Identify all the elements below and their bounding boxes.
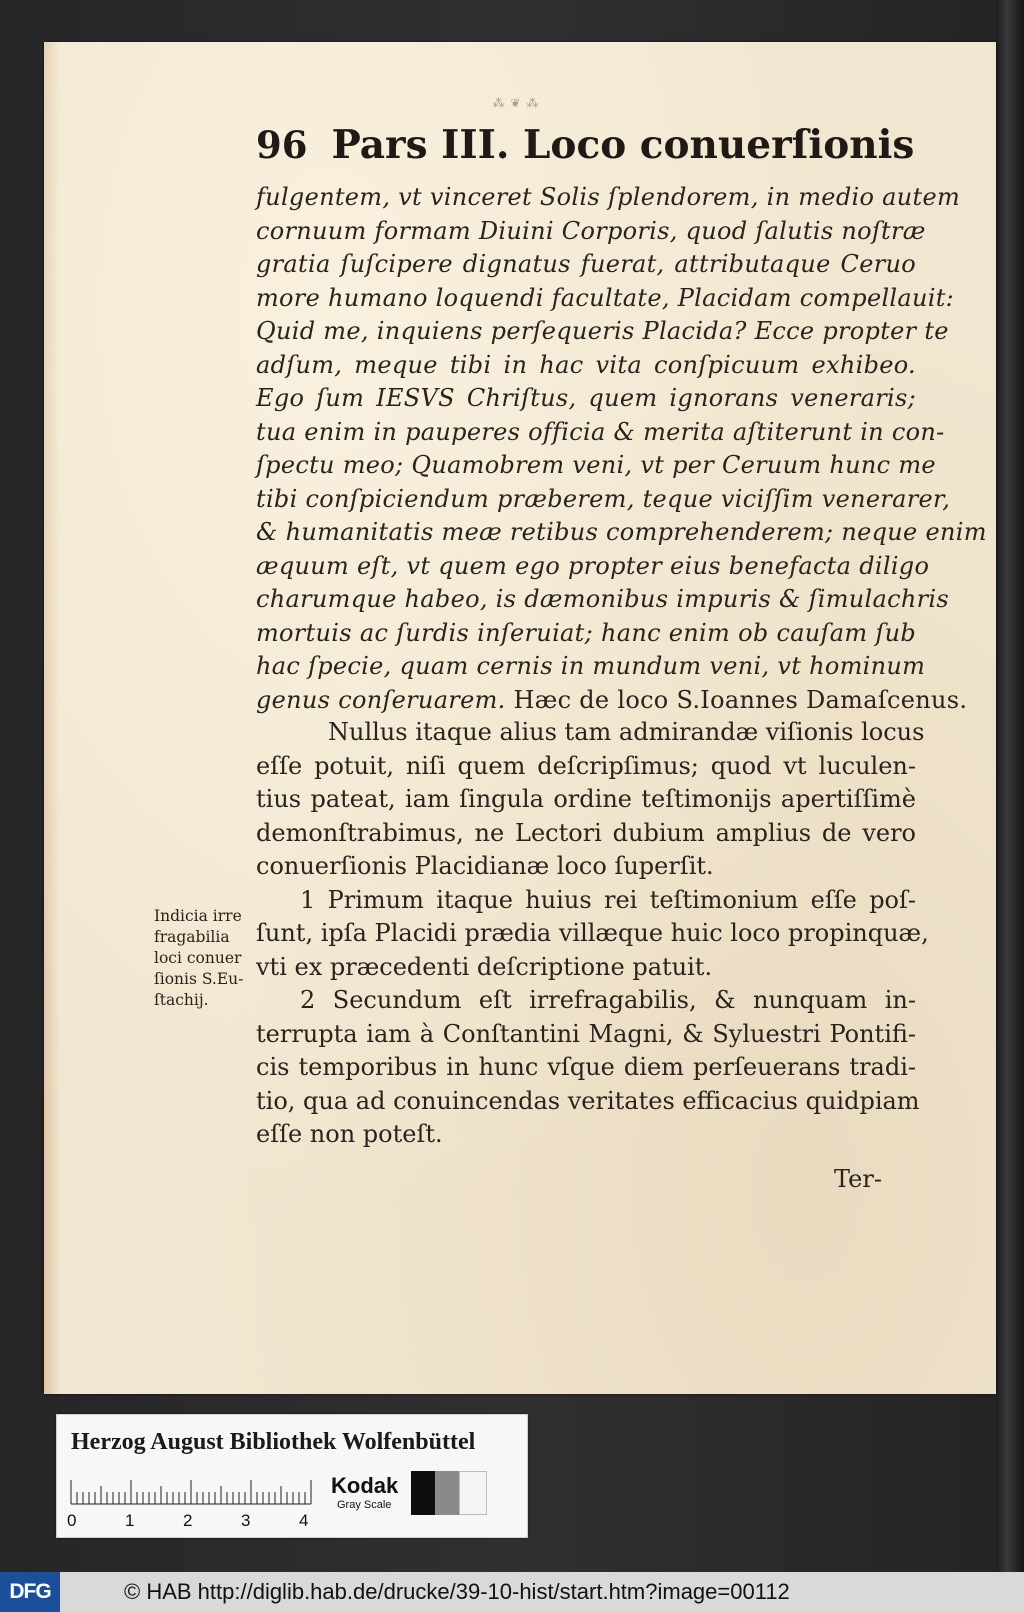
italic-line: hac ſpecie, quam cernis in mundum veni, vt hominum xyxy=(256,652,926,680)
italic-line: adſum, meque tibi in hac vita conſpicuum exhibeo. xyxy=(256,350,916,379)
ruler-scale xyxy=(71,1473,371,1505)
ruler-number: 0 xyxy=(67,1511,77,1530)
italic-line: tibi conſpiciendum præberem, teque viciſſim venerarer, xyxy=(256,484,951,513)
ruler-number: 3 xyxy=(241,1511,251,1530)
margin-note-line: loci conuer xyxy=(154,949,242,967)
margin-note-line: Indicia irre xyxy=(154,907,242,925)
running-title: Pars III. Loco conuerſionis xyxy=(331,122,915,168)
body-line: terrupta iam à Conſtantini Magni, & Syluestri Pontifi- xyxy=(256,1019,916,1048)
book-edge xyxy=(996,0,1024,1572)
source-attribution: Hæc de loco S.Ioannes Damaſcenus. xyxy=(505,685,968,714)
body-text xyxy=(256,716,929,1152)
catchword: Ter- xyxy=(834,1165,882,1193)
margin-note-line: fragabilia xyxy=(154,928,230,946)
body-line: tio, qua ad conuincendas veritates efficacius quidpiam xyxy=(256,1086,920,1115)
page-number: 96 xyxy=(256,123,308,167)
copyright-link[interactable]: © HAB http://diglib.hab.de/drucke/39-10-hist/start.htm?image=00112 xyxy=(124,1579,790,1604)
ruler-number: 1 xyxy=(125,1511,135,1530)
body-line: vti ex præcedenti deſcriptione patuit. xyxy=(256,952,713,981)
italic-line: gratia ſuſcipere dignatus fuerat, attributaque Ceruo xyxy=(256,250,916,278)
ruler-number: 4 xyxy=(299,1511,309,1530)
body-line: eſſe potuit, niſi quem deſcripſimus; quod vt luculen- xyxy=(256,751,916,780)
card-title: Herzog August Bibliothek Wolfenbüttel xyxy=(71,1429,476,1455)
swatch-black xyxy=(411,1471,435,1515)
running-header xyxy=(256,122,976,178)
margin-note-line: ſionis S.Eu- xyxy=(154,970,244,988)
body-line: 2 Secundum eſt irrefragabilis, & nunquam in- xyxy=(300,986,916,1014)
color-calibration-card xyxy=(56,1414,528,1538)
gray-scale-label: Gray Scale xyxy=(337,1499,392,1511)
italic-final-text: genus conſeruarem. xyxy=(256,685,506,714)
swatch-gray xyxy=(435,1471,459,1515)
margin-note xyxy=(154,906,258,1011)
italic-line: æquum eſt, vt quem ego propter eius benefacta diligo xyxy=(256,551,930,580)
header-ornament: ⁂ ❦ ⁂ xyxy=(492,96,540,110)
italic-line: & humanitatis meæ retibus comprehenderem; neque enim xyxy=(256,518,987,546)
body-line: 1 Primum itaque huius rei teſtimonium eſſe poſ- xyxy=(300,885,916,914)
italic-line: mortuis ac ſurdis inſeruiat; hanc enim ob cauſam ſub xyxy=(256,618,916,647)
dfg-logo: DFG xyxy=(0,1572,60,1612)
body-line: tius pateat, iam ſingula ordine teſtimonijs apertiſſimè xyxy=(256,785,916,813)
body-line: demonſtrabimus, ne Lectori dubium amplius de vero xyxy=(256,818,916,847)
italic-line: Quid me, inquiens perſequeris Placida? Ecce propter te xyxy=(256,317,949,345)
swatch-white xyxy=(459,1471,487,1515)
italic-line: charumque habeo, is dæmonibus impuris & ſimulachris xyxy=(256,585,949,613)
body-line: Nullus itaque alius tam admirandæ viſionis locus xyxy=(328,718,925,746)
body-line: eſſe non poteſt. xyxy=(256,1120,443,1148)
italic-line: tua enim in pauperes officia & merita aſtiterunt in con- xyxy=(256,417,945,446)
margin-note-line: ſtachij. xyxy=(154,991,209,1009)
italic-quotation xyxy=(256,181,987,717)
italic-line-final xyxy=(256,684,968,718)
italic-line: more humano loquendi facultate, Placidam compellauit: xyxy=(256,283,955,312)
body-line: conuerſionis Placidianæ loco ſuperſit. xyxy=(256,852,714,880)
body-line: cis temporibus in hunc vſque diem perſeuerans tradi- xyxy=(256,1053,916,1081)
italic-line: cornuum formam Diuini Corporis, quod ſalutis noſtræ xyxy=(256,216,926,245)
ruler-number: 2 xyxy=(183,1511,193,1530)
italic-line: ſpectu meo; Quamobrem veni, vt per Ceruum hunc me xyxy=(256,451,936,479)
body-line: ſunt, ipſa Placidi prædia villæque huic loco propinquæ, xyxy=(256,919,929,947)
footer-bar xyxy=(0,1572,1024,1612)
kodak-label: Kodak xyxy=(331,1473,399,1498)
italic-line: fulgentem, vt vinceret Solis ſplendorem, in medio autem xyxy=(256,183,961,211)
italic-line: Ego ſum IESVS Chriſtus, quem ignorans veneraris; xyxy=(256,384,916,412)
